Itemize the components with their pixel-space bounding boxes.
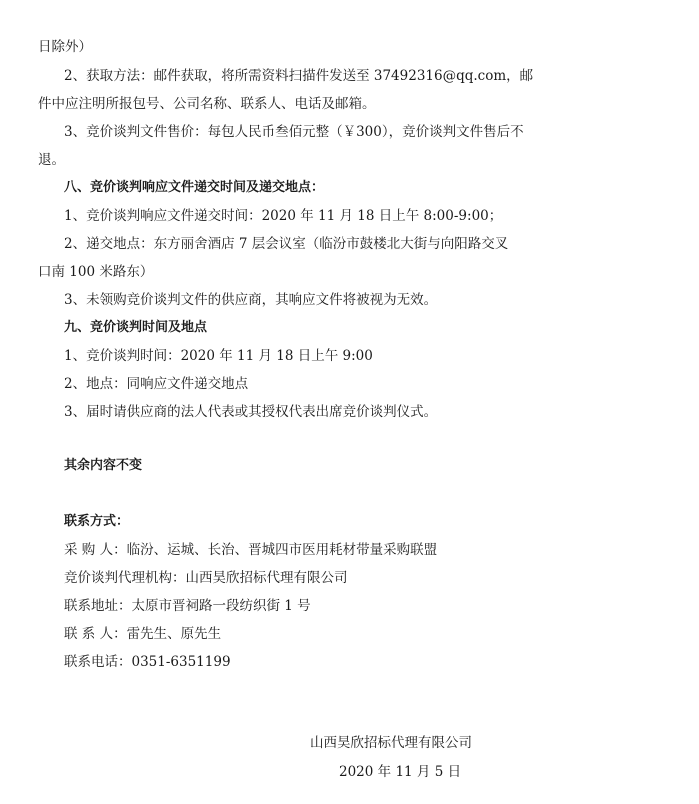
text-line: 3、竞价谈判文件售价：每包人民币叁佰元整（￥300），竞价谈判文件售后不 bbox=[64, 124, 524, 140]
text-line: 退。 bbox=[38, 152, 65, 168]
text-line: 日除外） bbox=[38, 39, 92, 55]
remaining-unchanged-note: 其余内容不变 bbox=[64, 458, 143, 473]
section-heading: 九、竞价谈判时间及地点 bbox=[64, 320, 208, 335]
text-line: 1、竞价谈判时间：2020 年 11 月 18 日上午 9:00 bbox=[64, 348, 373, 364]
text-line: 2、获取方法：邮件获取，将所需资料扫描件发送至 37492316@qq.com，邮 bbox=[64, 68, 534, 84]
signature-date: 2020 年 11 月 5 日 bbox=[339, 764, 462, 780]
contact-phone: 联系电话：0351-6351199 bbox=[64, 654, 231, 670]
contact-address: 联系地址：太原市晋祠路一段纺织街 1 号 bbox=[64, 598, 311, 614]
contact-agency: 竞价谈判代理机构：山西昊欣招标代理有限公司 bbox=[64, 570, 348, 586]
contact-person: 联 系 人：雷先生、原先生 bbox=[64, 626, 222, 642]
text-line: 件中应注明所报包号、公司名称、联系人、电话及邮箱。 bbox=[38, 96, 376, 112]
text-line: 1、竞价谈判响应文件递交时间：2020 年 11 月 18 日上午 8:00-9:00； bbox=[64, 208, 503, 224]
signature-company: 山西昊欣招标代理有限公司 bbox=[310, 735, 472, 751]
text-line: 口南 100 米路东） bbox=[38, 264, 154, 280]
text-line: 3、未领购竞价谈判文件的供应商，其响应文件将被视为无效。 bbox=[64, 292, 438, 308]
contact-purchaser: 采 购 人：临汾、运城、长治、晋城四市医用耗材带量采购联盟 bbox=[64, 542, 438, 558]
text-line: 2、地点：同响应文件递交地点 bbox=[64, 376, 249, 392]
contact-heading: 联系方式： bbox=[64, 514, 130, 529]
text-line: 3、届时请供应商的法人代表或其授权代表出席竞价谈判仪式。 bbox=[64, 404, 438, 420]
text-line: 2、递交地点：东方丽舍酒店 7 层会议室（临汾市鼓楼北大街与向阳路交叉 bbox=[64, 236, 509, 252]
section-heading: 八、竞价谈判响应文件递交时间及递交地点： bbox=[64, 180, 325, 195]
